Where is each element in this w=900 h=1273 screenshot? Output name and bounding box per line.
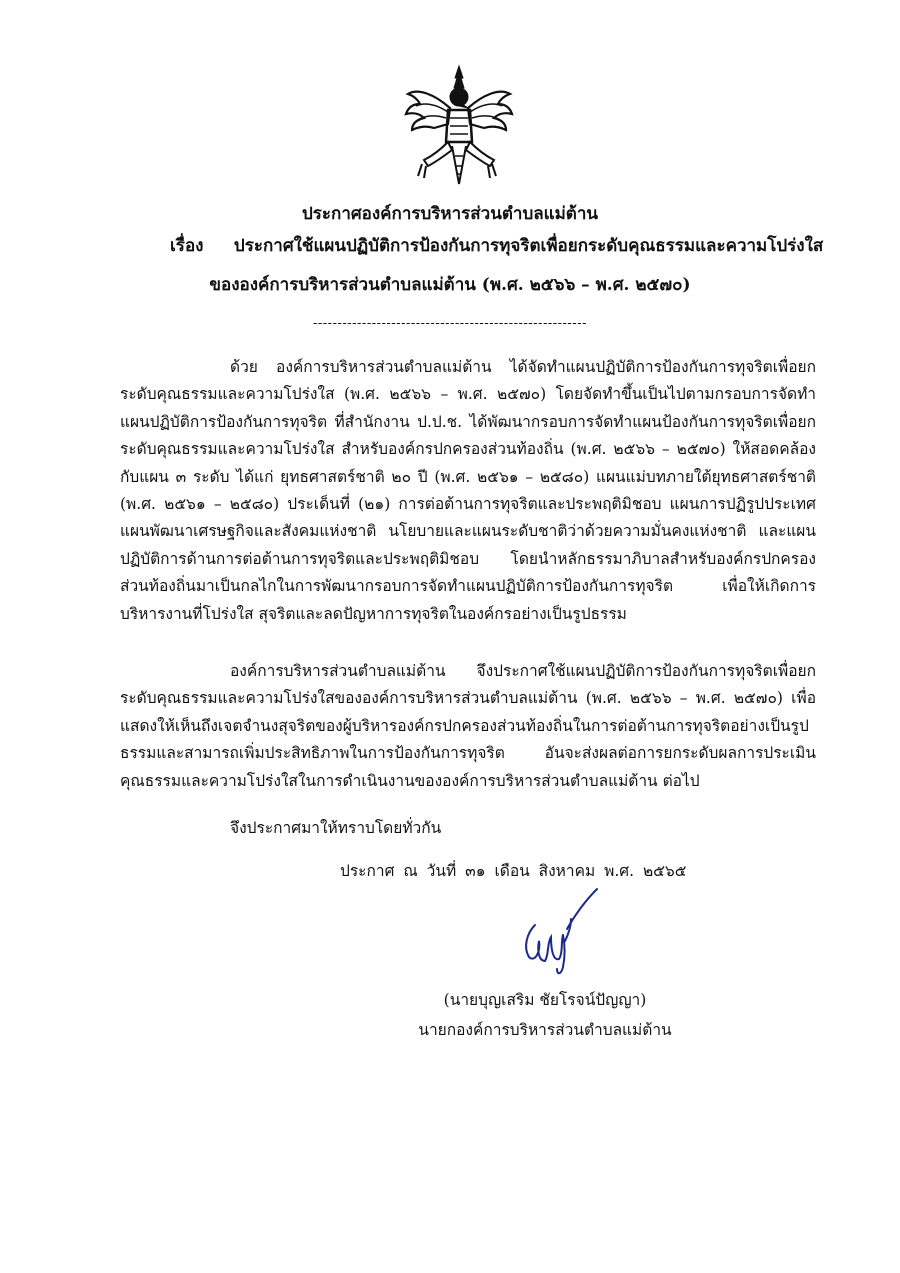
subject-label: เรื่อง bbox=[170, 236, 204, 256]
body-paragraph-1 bbox=[120, 354, 816, 628]
body-paragraph-2 bbox=[120, 658, 816, 795]
closing-statement: จึงประกาศมาให้ทราบโดยทั่วกัน bbox=[230, 819, 442, 837]
paragraph-text: ด้วย องค์การบริหารส่วนตำบลแม่ต้าน ได้จัดทำแผนปฏิบัติการป้องกันการทุจริตเพื่อยกระดับคุณธรรมและความโปร่งใส (พ.ศ. ๒๕๖๖ – พ.ศ. ๒๕๗๐) โดยจัดทำขึ้นเป็นไปตามกรอบการจัดทำแผนปฏิบัติการป้องกันการทุจริต ที่สำนักงาน ป.ป.ช. ได้พัฒนากรอบการจัดทำแผนป้องกันการทุจริตเพื่อยกระดับคุณธรรมและความโปร่งใส สำหรับองค์กรปกครองส่วนท้องถิ่น (พ.ศ. ๒๕๖๖ – ๒๕๗๐) ให้สอดคล้องกับแผน ๓ ระดับ ได้แก่ ยุทธศาสตร์ชาติ ๒๐ ปี (พ.ศ. ๒๕๖๑ – ๒๕๘๐) แผนแม่บทภายใต้ยุทธศาสตร์ชาติ (พ.ศ. ๒๕๖๑ – ๒๕๘๐) ประเด็นที่ (๒๑) การต่อต้านการทุจริตและประพฤติมิชอบ แผนการปฏิรูปประเทศ แผนพัฒนาเศรษฐกิจและสังคมแห่งชาติ นโยบายและแผนระดับชาติว่าด้วยความมั่นคงแห่งชาติ และแผนปฏิบัติการด้านการต่อต้านการทุจริตและประพฤติมิชอบ โดยนำหลักธรรมาภิบาลสำหรับองค์กรปกครองส่วนท้องถิ่นมาเป็นกลไกในการพัฒนากรอบการจัดทำแผนปฏิบัติการป้องกันการทุจริต เพื่อให้เกิดการบริหารงานที่โปร่งใส สุจริตและลดปัญหาการทุจริตในองค์กรอย่างเป็นรูปธรรม bbox=[120, 358, 816, 623]
subject-text-continued: ขององค์การบริหารส่วนตำบลแม่ต้าน (พ.ศ. ๒๕๖๖ – พ.ศ. ๒๕๗๐) bbox=[209, 275, 691, 295]
announcement-title: ประกาศองค์การบริหารส่วนตำบลแม่ต้าน bbox=[301, 204, 599, 224]
subject-line bbox=[170, 232, 823, 259]
announcement-date: ประกาศ ณ วันที่ ๓๑ เดือน สิงหาคม พ.ศ. ๒๕๖๕ bbox=[340, 862, 687, 880]
divider-line: -------------------------------------------------------- bbox=[313, 316, 587, 331]
subject-text: ประกาศใช้แผนปฏิบัติการป้องกันการทุจริตเพื่อยกระดับคุณธรรมและความโปร่งใส bbox=[233, 236, 824, 256]
paragraph-text: องค์การบริหารส่วนตำบลแม่ต้าน จึงประกาศใช้แผนปฏิบัติการป้องกันการทุจริตเพื่อยกระดับคุณธรรมและความโปร่งใสขององค์การบริหารส่วนตำบลแม่ต้าน (พ.ศ. ๒๕๖๖ – พ.ศ. ๒๕๗๐) เพื่อแสดงให้เห็นถึงเจตจำนงสุจริตของผู้บริหารองค์กรปกครองส่วนท้องถิ่นในการต่อต้านการทุจริตอย่างเป็นรูปธรรมและสามารถเพิ่มประสิทธิภาพในการป้องกันการทุจริต อันจะส่งผลต่อการยกระดับผลการประเมินคุณธรรมและความโปร่งใสในการดำเนินงานขององค์การบริหารส่วนตำบลแม่ต้าน ต่อไป bbox=[120, 662, 816, 790]
signer-position: นายกองค์การบริหารส่วนตำบลแม่ต้าน bbox=[418, 1021, 672, 1039]
garuda-emblem-icon bbox=[404, 64, 514, 189]
handwritten-signature-icon bbox=[505, 885, 605, 980]
signer-name: (นายบุญเสริม ชัยโรจน์ปัญญา) bbox=[443, 991, 647, 1009]
